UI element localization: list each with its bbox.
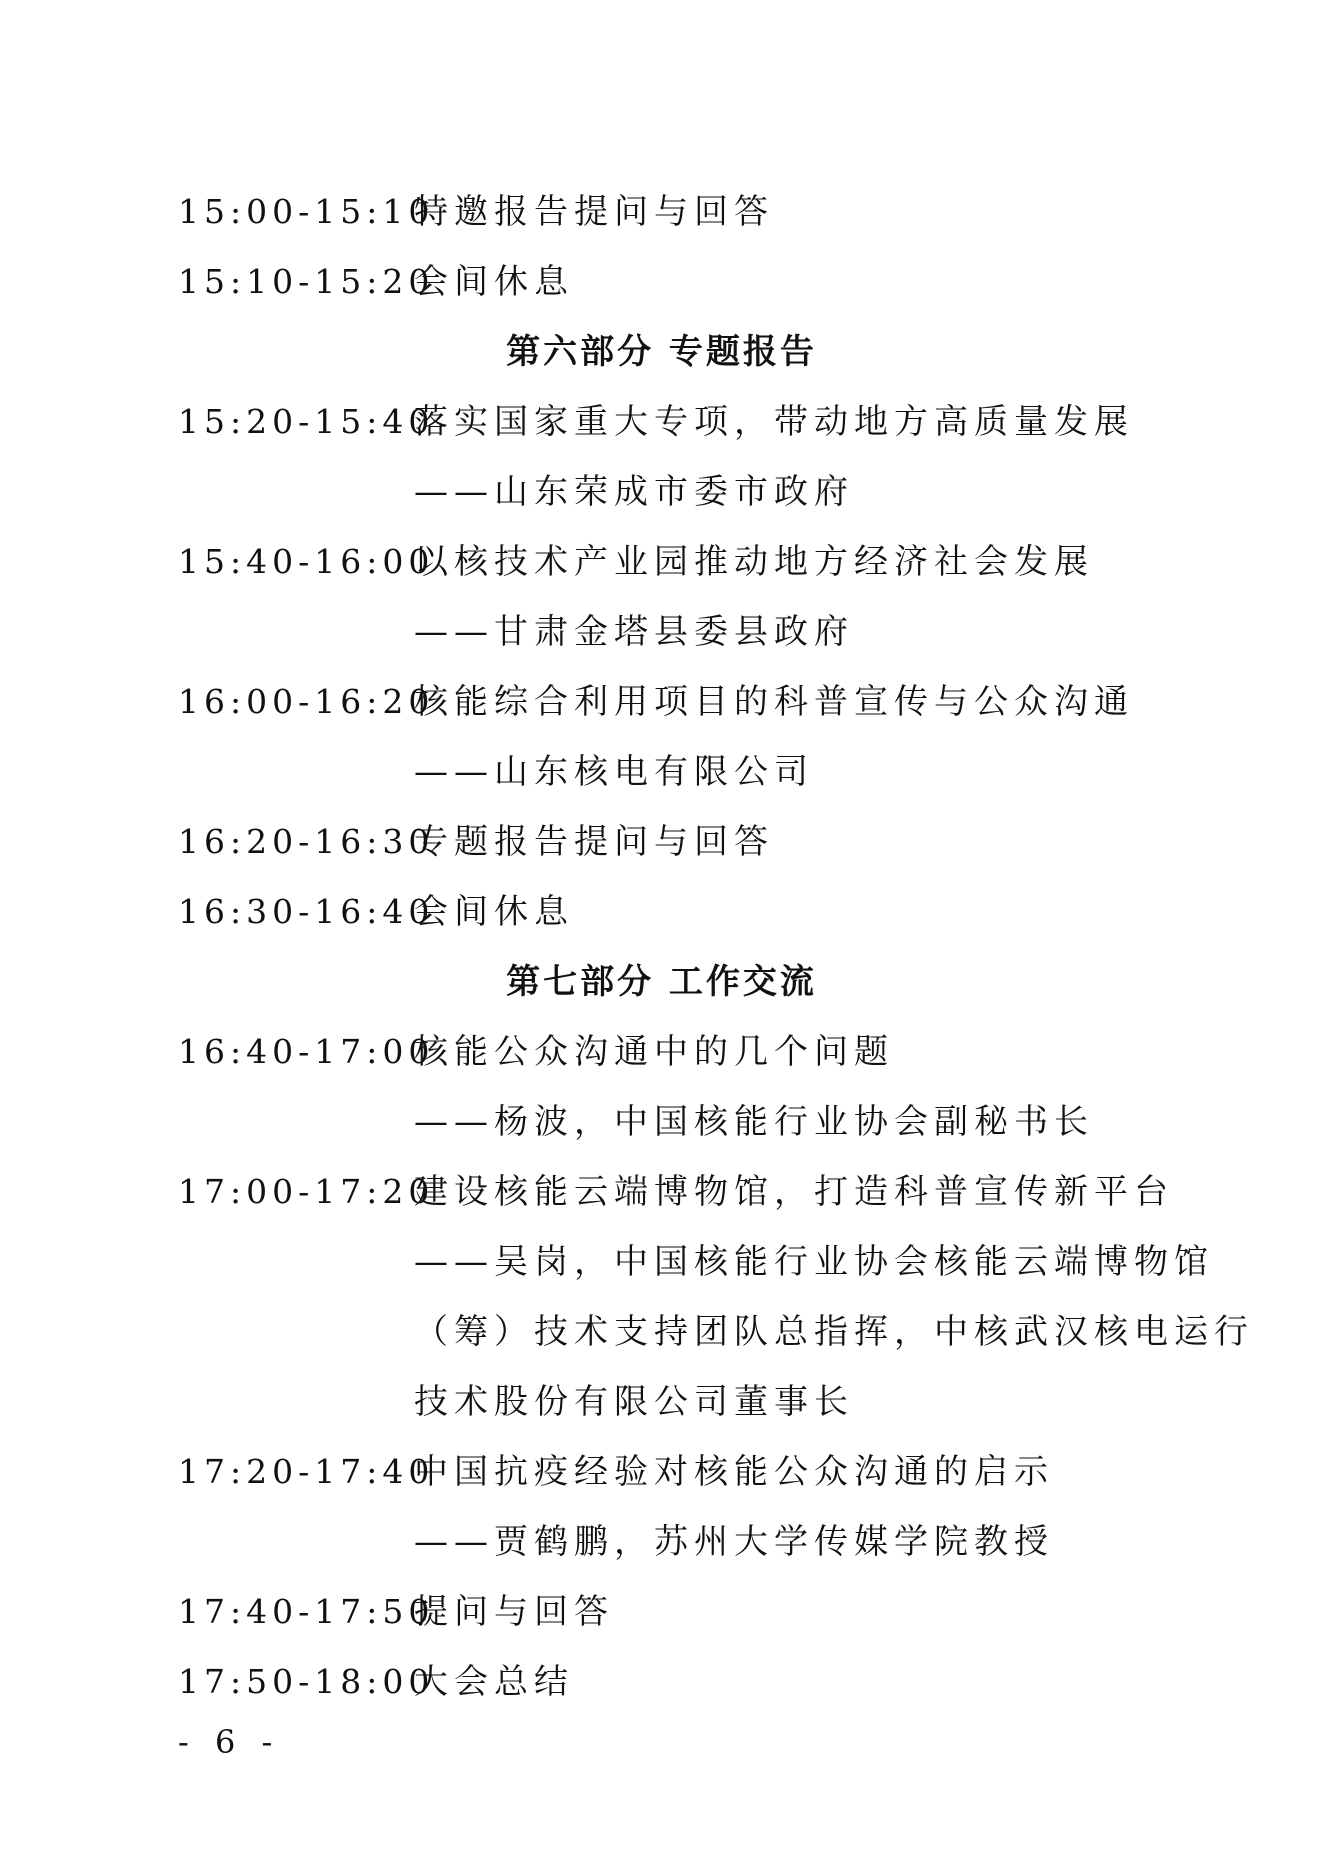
speaker-line: ——山东荣成市委市政府	[414, 472, 854, 512]
schedule-row-continuation	[0, 1102, 1323, 1142]
speaker-line: （筹）技术支持团队总指挥，中核武汉核电运行	[414, 1312, 1254, 1352]
agenda-item: 提问与回答	[414, 1592, 614, 1632]
schedule-row	[0, 892, 1323, 932]
agenda-item: 中国抗疫经验对核能公众沟通的启示	[414, 1452, 1054, 1492]
agenda-item: 核能公众沟通中的几个问题	[414, 1032, 894, 1072]
schedule-row	[0, 1172, 1323, 1212]
time-slot: 17:00-17:20	[178, 1172, 435, 1211]
time-slot: 16:30-16:40	[178, 892, 435, 931]
speaker-line: 技术股份有限公司董事长	[414, 1382, 854, 1422]
schedule-row-continuation	[0, 1522, 1323, 1562]
agenda-item: 特邀报告提问与回答	[414, 192, 774, 232]
time-slot: 17:20-17:40	[178, 1452, 435, 1491]
schedule-row	[0, 542, 1323, 582]
agenda-item: 建设核能云端博物馆，打造科普宣传新平台	[414, 1172, 1174, 1212]
page-number: - 6 -	[178, 1723, 281, 1761]
speaker-line: ——甘肃金塔县委县政府	[414, 612, 854, 652]
schedule-row	[0, 1662, 1323, 1702]
speaker-line: ——杨波，中国核能行业协会副秘书长	[414, 1102, 1094, 1142]
time-slot: 16:40-17:00	[178, 1032, 435, 1071]
schedule-row-continuation	[0, 752, 1323, 792]
time-slot: 15:40-16:00	[178, 542, 435, 581]
schedule-row-continuation	[0, 1382, 1323, 1422]
schedule-row-continuation	[0, 1242, 1323, 1282]
agenda-item: 专题报告提问与回答	[414, 822, 774, 862]
time-slot: 15:20-15:40	[178, 402, 435, 441]
schedule-row	[0, 822, 1323, 862]
time-slot: 17:50-18:00	[178, 1662, 435, 1701]
agenda-item: 大会总结	[414, 1662, 574, 1702]
schedule-row	[0, 1032, 1323, 1072]
schedule-row-continuation	[0, 472, 1323, 512]
agenda-item: 核能综合利用项目的科普宣传与公众沟通	[414, 682, 1134, 722]
agenda-item: 以核技术产业园推动地方经济社会发展	[414, 542, 1094, 582]
agenda-item: 会间休息	[414, 892, 574, 932]
agenda-item: 落实国家重大专项，带动地方高质量发展	[414, 402, 1134, 442]
schedule-row	[0, 262, 1323, 302]
section-heading: 第六部分 专题报告	[506, 332, 817, 372]
agenda-item: 会间休息	[414, 262, 574, 302]
speaker-line: ——山东核电有限公司	[414, 752, 814, 792]
speaker-line: ——贾鹤鹏，苏州大学传媒学院教授	[414, 1522, 1054, 1562]
schedule-row-continuation	[0, 1312, 1323, 1352]
speaker-line: ——吴岗，中国核能行业协会核能云端博物馆	[414, 1242, 1214, 1282]
time-slot: 15:10-15:20	[178, 262, 435, 301]
time-slot: 16:20-16:30	[178, 822, 435, 861]
section-heading: 第七部分 工作交流	[506, 962, 817, 1002]
schedule-row	[0, 682, 1323, 722]
time-slot: 16:00-16:20	[178, 682, 435, 721]
schedule-row-continuation	[0, 612, 1323, 652]
time-slot: 15:00-15:10	[178, 192, 435, 231]
schedule-row	[0, 1592, 1323, 1632]
schedule-row	[0, 1452, 1323, 1492]
schedule-row	[0, 192, 1323, 232]
schedule-row	[0, 402, 1323, 442]
time-slot: 17:40-17:50	[178, 1592, 435, 1631]
